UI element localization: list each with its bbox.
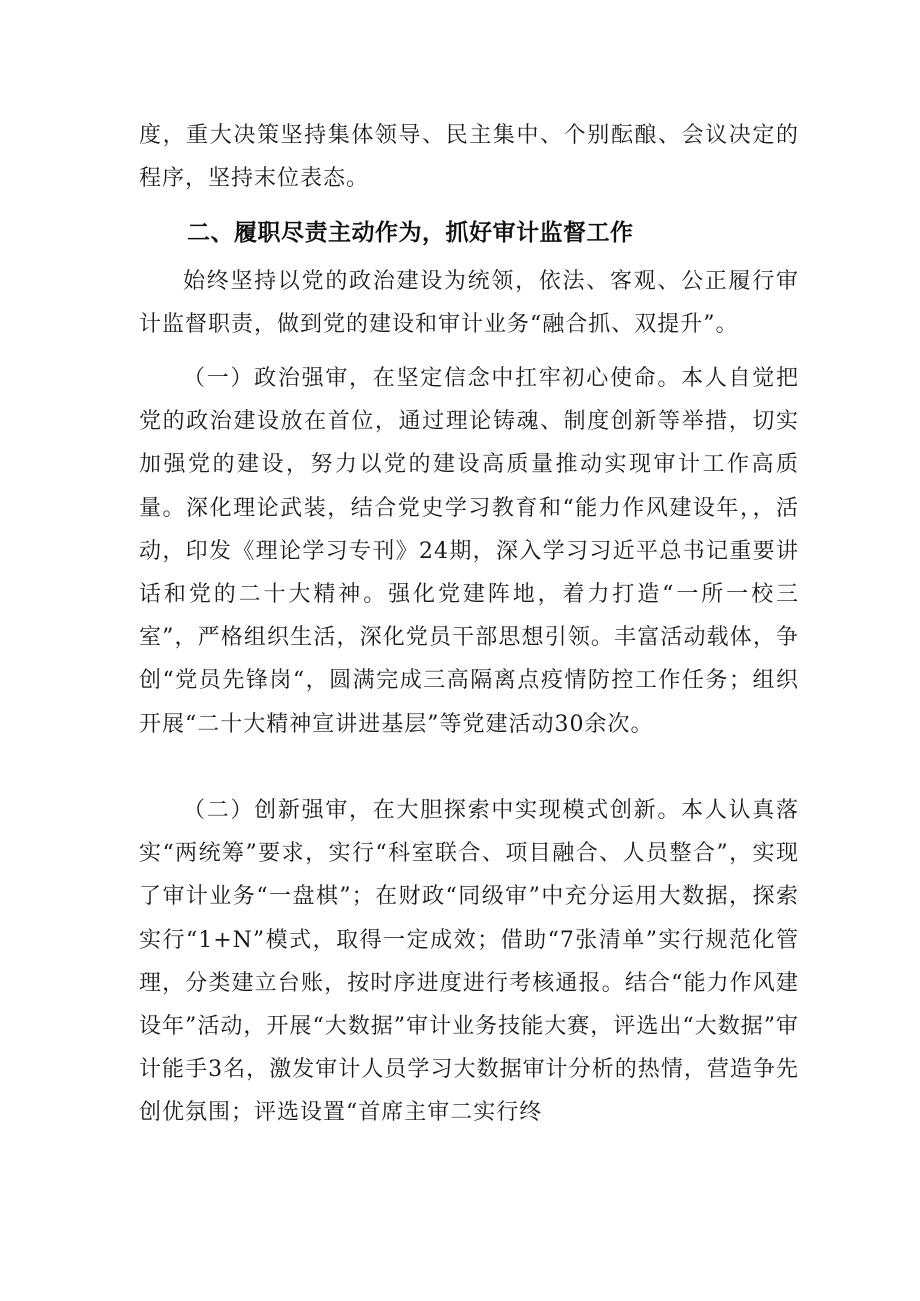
paragraph-political-audit: （一）政治强审，在坚定信念中扛牢初心使命。本人自觉把党的政治建设放在首位，通过理论铸魂、制度创新等举措，切实加强党的建设，努力以党的建设高质量推动实现审计工作高质量。深化理论武装，结合党史学习教育和“能力作风建设年，，活动，印发《理论学习专刊》24期，深入学习习近平总书记重要讲话和党的二十大精神。强化党建阵地，着力打造“一所一校三室”，严格组织生活，深化党员干部思想引领。丰富活动载体，争创“党员先锋岗“，圆满完成三高隔离点疫情防控工作任务；组织开展“二十大精神宣讲进基层”等党建活动30余次。 — [139, 366, 799, 737]
continuation-paragraph: 度，重大决策坚持集体领导、民主集中、个别酝酿、会议决定的程序，坚持末位表态。 — [139, 123, 799, 192]
section-heading: 二、履职尽责主动作为，抓好审计监督工作 — [187, 220, 634, 246]
paragraph-innovation-audit: （二）创新强审，在大胆探索中实现模式创新。本人认真落实“两统筹”要求，实行“科室联合、项目融合、人员整合”，实现了审计业务“一盘棋”；在财政“同级审”中充分运用大数据，探索实行“1+N”模式，取得一定成效；借助“7张清单”实行规范化管理，分类建立台账，按时序进度进行考核通报。结合“能力作风建设年”活动，开展“大数据”审计业务技能大赛，评选出“大数据”审计能手3名，激发审计人员学习大数据审计分析的热情，营造争先创优氛围；评选设置“首席主审二实行终 — [139, 798, 799, 1126]
intro-paragraph: 始终坚持以党的政治建设为统领，依法、客观、公正履行审计监督职责，做到党的建设和审计业务“融合抓、双提升”。 — [139, 269, 799, 338]
